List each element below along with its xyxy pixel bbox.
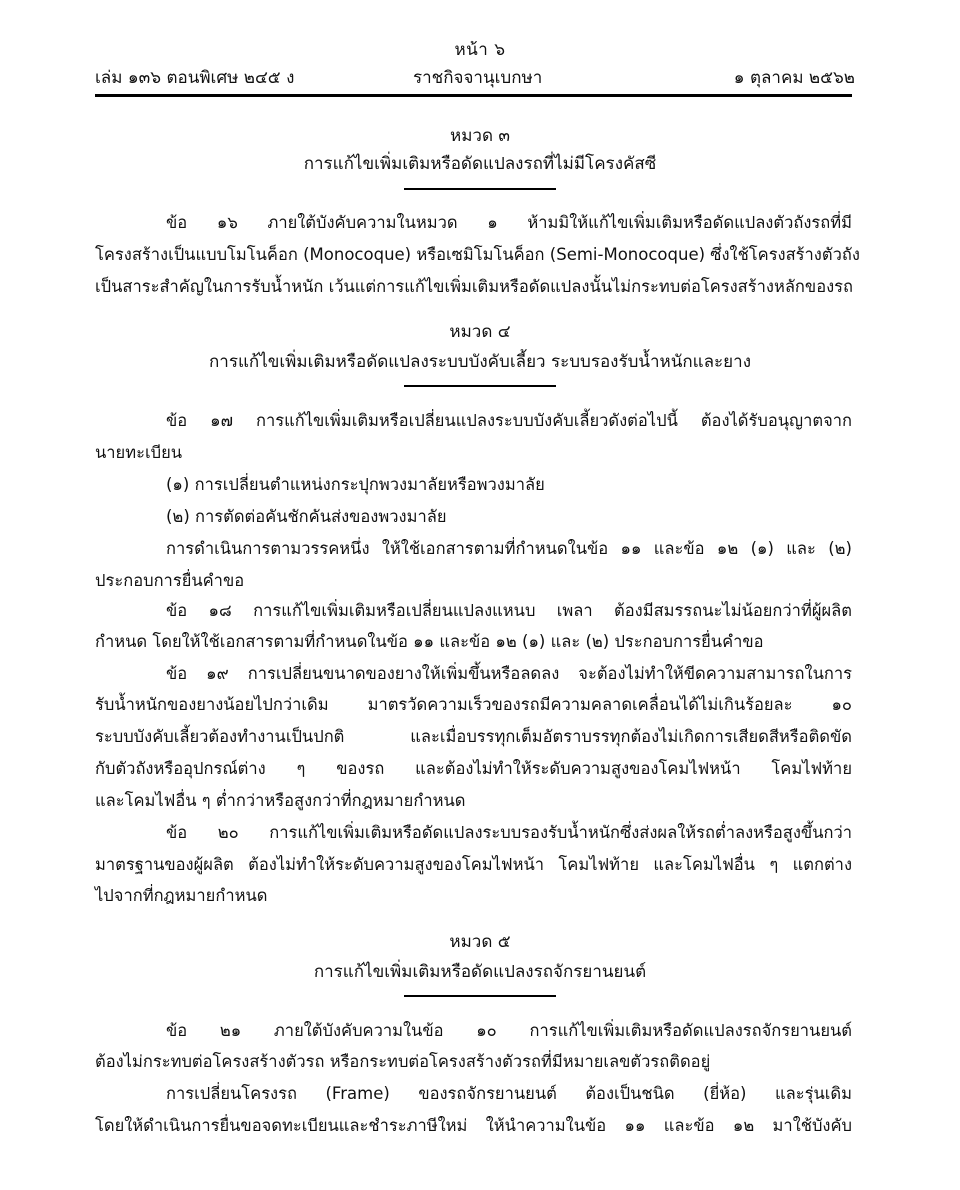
section-17-item-1: (๑) การเปลี่ยนตำแหน่งกระปุกพวงมาลัยหรือพวงมาลัย xyxy=(166,475,545,494)
section-17-line-1: ข้อ ๑๗ การแก้ไขเพิ่มเติมหรือเปลี่ยนแปลงระบบบังคับเลี้ยวดังต่อไปนี้ ต้องได้รับอนุญาตจาก xyxy=(166,411,852,430)
section-21-para-2-line-2: โดยให้ดำเนินการยื่นขอจดทะเบียนและชำระภาษีใหม่ ให้นำความในข้อ ๑๑ และข้อ ๑๒ มาใช้บังคับ xyxy=(95,1116,852,1135)
section-19-line-4: กับตัวถังหรืออุปกรณ์ต่าง ๆ ของรถ และต้องไม่ทำให้ระดับความสูงของโคมไฟหน้า โคมไฟท้าย xyxy=(95,759,852,778)
gazette-name: ราชกิจจานุเบกษา xyxy=(413,68,543,88)
section-20-line-2: มาตรฐานของผู้ผลิต ต้องไม่ทำให้ระดับความสูงของโคมไฟหน้า โคมไฟท้าย และโคมไฟอื่น ๆ แตกต่าง xyxy=(95,855,852,874)
section-16-line-3: เป็นสาระสำคัญในการรับน้ำหนัก เว้นแต่การแก้ไขเพิ่มเติมหรือดัดแปลงนั้นไม่กระทบต่อโครงสร้างหลักของรถ xyxy=(95,277,854,296)
chapter-4-divider xyxy=(404,385,556,387)
section-19-line-1: ข้อ ๑๙ การเปลี่ยนขนาดของยางให้เพิ่มขึ้นหรือลดลง จะต้องไม่ทำให้ขีดความสามารถในการ xyxy=(166,664,852,683)
section-16-line-1: ข้อ ๑๖ ภายใต้บังคับความในหมวด ๑ ห้ามมิให้แก้ไขเพิ่มเติมหรือดัดแปลงตัวถังรถที่มี xyxy=(166,213,852,232)
section-17-line-2: นายทะเบียน xyxy=(95,443,183,462)
section-20-line-3: ไปจากที่กฎหมายกำหนด xyxy=(95,886,268,905)
page-number: หน้า ๖ xyxy=(454,40,506,60)
section-21-line-2: ต้องไม่กระทบต่อโครงสร้างตัวรถ หรือกระทบต่อโครงสร้างตัวรถที่มีหมายเลขตัวรถติดอยู่ xyxy=(95,1052,711,1071)
gazette-header xyxy=(95,64,855,88)
header-divider xyxy=(95,94,852,97)
section-18-line-1: ข้อ ๑๘ การแก้ไขเพิ่มเติมหรือเปลี่ยนแปลงแหนบ เพลา ต้องมีสมรรถนะไม่น้อยกว่าที่ผู้ผลิต xyxy=(166,601,852,620)
chapter-5-divider xyxy=(404,995,556,997)
section-19-line-5: และโคมไฟอื่น ๆ ต่ำกว่าหรือสูงกว่าที่กฎหมายกำหนด xyxy=(95,791,466,810)
chapter-5-title: การแก้ไขเพิ่มเติมหรือดัดแปลงรถจักรยานยนต์ xyxy=(313,962,647,982)
publication-date: ๑ ตุลาคม ๒๕๖๒ xyxy=(733,68,855,88)
section-21-line-1: ข้อ ๒๑ ภายใต้บังคับความในข้อ ๑๐ การแก้ไขเพิ่มเติมหรือดัดแปลงรถจักรยานยนต์ xyxy=(166,1021,852,1040)
chapter-4-number: หมวด ๔ xyxy=(449,322,511,342)
volume-info: เล่ม ๑๓๖ ตอนพิเศษ ๒๔๕ ง xyxy=(95,68,295,88)
section-20-line-1: ข้อ ๒๐ การแก้ไขเพิ่มเติมหรือดัดแปลงระบบรองรับน้ำหนักซึ่งส่งผลให้รถต่ำลงหรือสูงขึ้นกว่า xyxy=(166,823,852,842)
chapter-5-number: หมวด ๕ xyxy=(449,932,511,952)
chapter-3-title: การแก้ไขเพิ่มเติมหรือดัดแปลงรถที่ไม่มีโครงคัสซี xyxy=(303,154,657,174)
section-17-item-2: (๒) การตัดต่อคันชักคันส่งของพวงมาลัย xyxy=(166,507,447,526)
chapter-3-divider xyxy=(404,188,556,190)
section-19-line-2: รับน้ำหนักของยางน้อยไปกว่าเดิม มาตรวัดความเร็วของรถมีความคลาดเคลื่อนได้ไม่เกินร้อยละ ๑๐ xyxy=(95,695,852,714)
section-17-para-2-line-2: ประกอบการยื่นคำขอ xyxy=(95,571,245,590)
section-21-para-2-line-1: การเปลี่ยนโครงรถ (Frame) ของรถจักรยานยนต์ ต้องเป็นชนิด (ยี่ห้อ) และรุ่นเดิม xyxy=(166,1084,852,1103)
section-16-line-2: โครงสร้างเป็นแบบโมโนค็อก (Monocoque) หรือเซมิโมโนค็อก (Semi-Monocoque) ซึ่งใช้โครงสร้างตัวถัง xyxy=(95,245,860,264)
chapter-4-title: การแก้ไขเพิ่มเติมหรือดัดแปลงระบบบังคับเลี้ยว ระบบรองรับน้ำหนักและยาง xyxy=(208,352,751,372)
section-18-line-2: กำหนด โดยให้ใช้เอกสารตามที่กำหนดในข้อ ๑๑ และข้อ ๑๒ (๑) และ (๒) ประกอบการยื่นคำขอ xyxy=(95,632,764,651)
section-19-line-3: ระบบบังคับเลี้ยวต้องทำงานเป็นปกติ และเมื่อบรรทุกเต็มอัตราบรรทุกต้องไม่เกิดการเสียดสีหรือติดขัด xyxy=(95,727,852,746)
section-17-para-2-line-1: การดำเนินการตามวรรคหนึ่ง ให้ใช้เอกสารตามที่กำหนดในข้อ ๑๑ และข้อ ๑๒ (๑) และ (๒) xyxy=(166,539,852,558)
chapter-3-number: หมวด ๓ xyxy=(449,126,511,146)
